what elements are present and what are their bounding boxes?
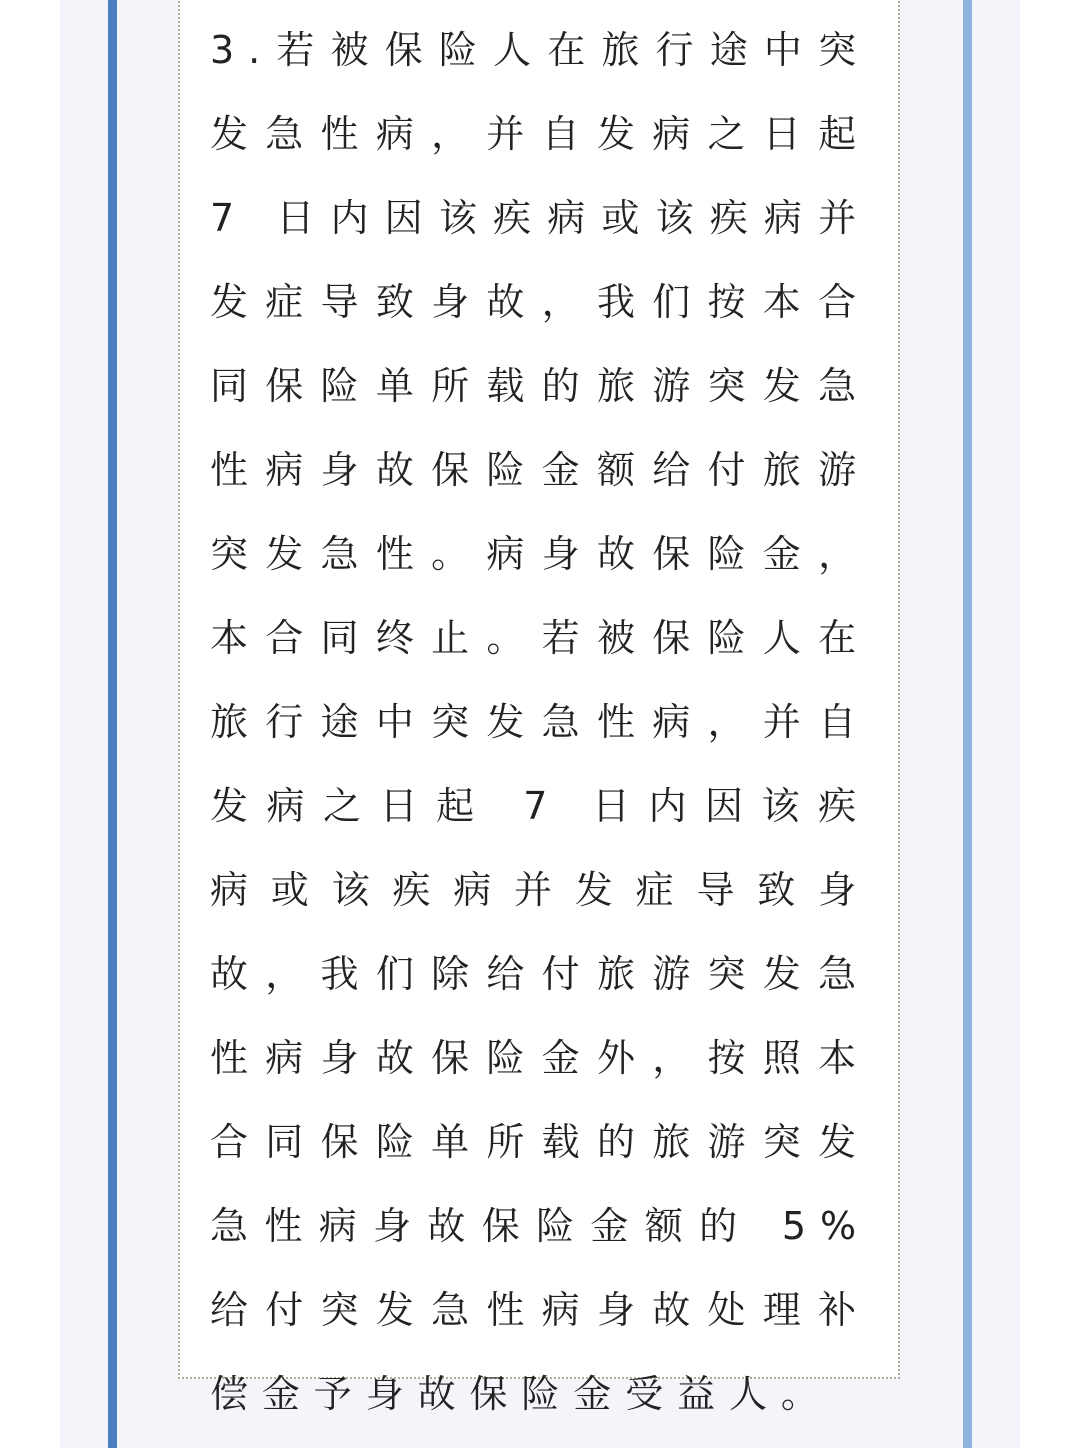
clause-card	[178, 0, 900, 1416]
clause-text: 3.若被保险人在旅行途中突发急性病，并自发病之日起 7 日内因该疾病或该疾病并发症导致身故，我们按本合同保险单所载的旅游突发急性病身故保险金额给付旅游突发急性。病身故保险金，本合同终止。若被保险人在旅行途中突发急性病，并自发病之日起 7 日内因该疾病或该疾病并发症导致身故，我们除给付旅游突发急性病身故保险金外，按照本合同保险单所载的旅游突发急性病身故保险金额的 5%给付突发急性病身故处理补偿金予身故保险金受益人。	[210, 28, 870, 1416]
left-accent-bar	[108, 0, 117, 1448]
right-accent-bar	[963, 0, 972, 1448]
